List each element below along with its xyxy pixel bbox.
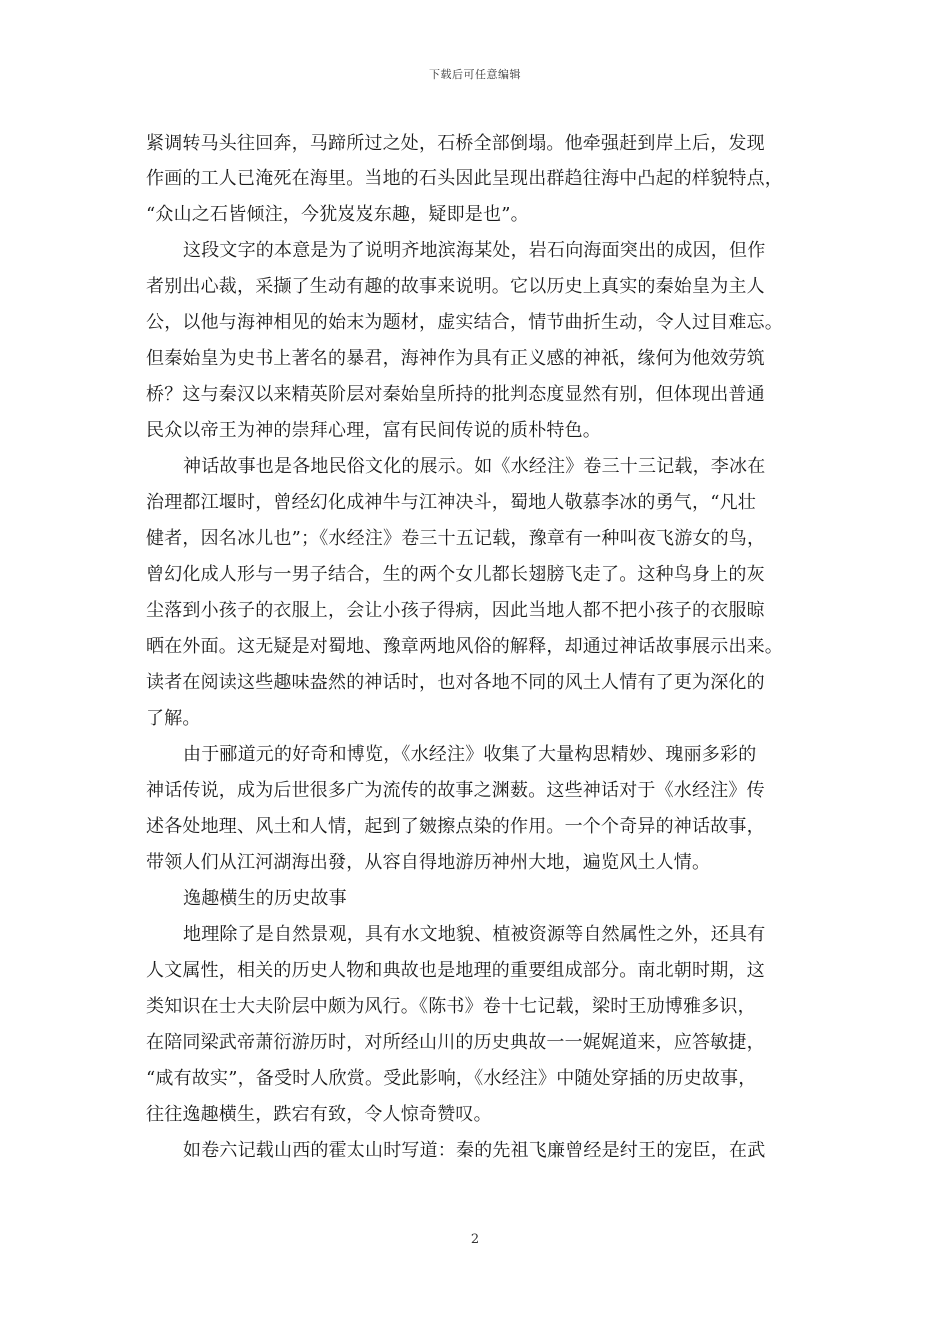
text-line: “众山之石皆倾注，今犹岌岌东趣，疑即是也”。 (146, 204, 529, 225)
text-line: 如卷六记载山西的霍太山时写道：秦的先祖飞廉曾经是纣王的宠臣，在武 (183, 1140, 766, 1161)
text-line: 类知识在士大夫阶层中颇为风行。《陈书》卷十七记载，梁时王劢博雅多识， (146, 996, 756, 1017)
text-line: 述各处地理、风土和人情，起到了皴擦点染的作用。一个个奇异的神话故事， (146, 816, 765, 837)
section-heading: 逸趣横生的历史故事 (183, 888, 347, 909)
text-line: 民众以帝王为神的崇拜心理，富有民间传说的质朴特色。 (146, 420, 601, 441)
text-line: 神话传说，成为后世很多广为流传的故事之渊薮。这些神话对于《水经注》传 (146, 780, 765, 801)
text-line: 但秦始皇为史书上著名的暴君，海神作为具有正义感的神祇，缘何为他效劳筑 (146, 348, 765, 369)
text-line: 读者在阅读这些趣味盎然的神话时，也对各地不同的风土人情有了更为深化的 (146, 672, 765, 693)
text-line: 了解。 (146, 708, 201, 729)
text-line: 在陪同梁武帝萧衍游历时，对所经山川的历史典故一一娓娓道来，应答敏捷， (146, 1032, 765, 1053)
text-line: 曾幻化成人形与一男子结合，生的两个女儿都长翅膀飞走了。这种鸟身上的灰 (146, 564, 765, 585)
text-line: 地理除了是自然景观，具有水文地貌、植被资源等自然属性之外，还具有 (183, 924, 766, 945)
text-line: “咸有故实”，备受时人欣赏。受此影响，《水经注》中随处穿插的历史故事， (146, 1068, 757, 1089)
text-line: 神话故事也是各地民俗文化的展示。如《水经注》卷三十三记载，李冰在 (183, 456, 766, 477)
page-header: 下载后可任意编辑 (429, 68, 521, 81)
text-line: 桥？这与秦汉以来精英阶层对秦始皇所持的批判态度显然有别，但体现出普通 (146, 384, 765, 405)
text-line: 者别出心裁，采撷了生动有趣的故事来说明。它以历史上真实的秦始皇为主人 (146, 276, 765, 297)
text-line: 这段文字的本意是为了说明齐地滨海某处，岩石向海面突出的成因，但作 (183, 240, 766, 261)
text-line: 由于郦道元的好奇和博览，《水经注》收集了大量构思精妙、瑰丽多彩的 (183, 744, 757, 765)
page-number: 2 (470, 1232, 480, 1247)
text-line: 健者，因名冰儿也”；《水经注》卷三十五记载，豫章有一种叫夜飞游女的鸟， (146, 528, 766, 549)
text-line: 人文属性，相关的历史人物和典故也是地理的重要组成部分。南北朝时期，这 (146, 960, 765, 981)
text-line: 带领人们从江河湖海出發，从容自得地游历神州大地，遍览风土人情。 (146, 852, 711, 873)
text-line: 晒在外面。这无疑是对蜀地、豫章两地风俗的解释，却通过神话故事展示出来。 (146, 636, 783, 657)
text-line: 紧调转马头往回奔，马蹄所过之处，石桥全部倒塌。他牵强赶到岸上后，发现 (146, 133, 765, 154)
text-line: 作画的工人已淹死在海里。当地的石头因此呈现出群趋往海中凸起的样貌特点， (146, 168, 783, 189)
text-line: 尘落到小孩子的衣服上，会让小孩子得病，因此当地人都不把小孩子的衣服晾 (146, 600, 765, 621)
text-line: 公，以他与海神相见的始末为题材，虚实结合，情节曲折生动，令人过目难忘。 (146, 312, 783, 333)
text-line: 往往逸趣横生，跌宕有致，令人惊奇赞叹。 (146, 1104, 492, 1125)
text-line: 治理都江堰时，曾经幻化成神牛与江神决斗，蜀地人敬慕李冰的勇气，“凡壮 (146, 492, 756, 513)
